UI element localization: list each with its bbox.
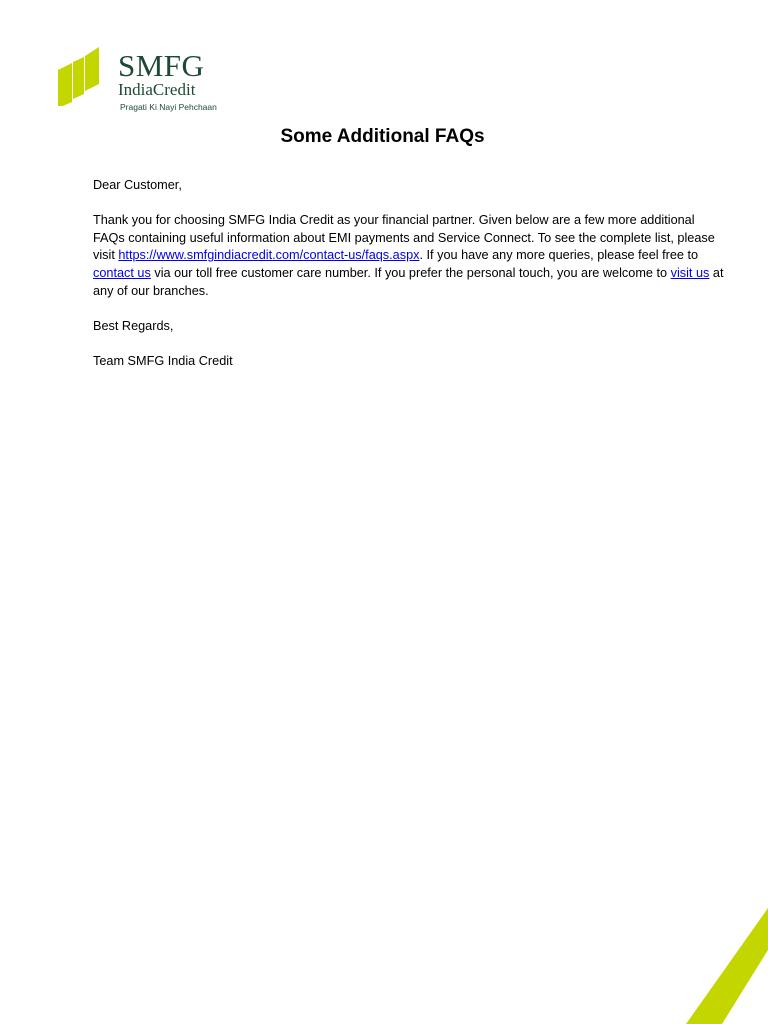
visit-us-link[interactable]: visit us	[670, 265, 710, 280]
faq-link[interactable]: https://www.smfgindiacredit.com/contact-us/faqs.aspx	[118, 248, 420, 263]
page-title: Some Additional FAQs	[280, 126, 485, 147]
intro-text-3: via our toll free customer care number. If you prefer the personal touch, you are welcome to	[150, 265, 671, 280]
signature: Team SMFG India Credit	[93, 353, 233, 368]
brand-name: SMFG	[118, 48, 205, 83]
intro-text-2: . If you have any more queries, please feel free to	[419, 248, 699, 263]
intro-text-4: at any of our branches.	[93, 265, 724, 298]
greeting: Dear Customer,	[93, 178, 182, 192]
logo-mark-icon	[58, 44, 102, 106]
contact-us-link[interactable]: contact us	[93, 265, 151, 280]
closing: Best Regards,	[93, 318, 174, 333]
brand-tagline: Pragati Ki Nayi Pehchaan	[120, 102, 217, 112]
company-logo	[58, 44, 228, 114]
corner-accent-icon	[686, 908, 768, 1024]
intro-text-1: Thank you for choosing SMFG India Credit as your financial partner. Given below are a few more additional FAQs containing useful information about EMI payments and Service Connect. To see the complete list, please visit	[93, 213, 715, 263]
letter-body	[93, 177, 725, 388]
brand-subname: IndiaCredit	[118, 80, 196, 99]
intro-paragraph	[93, 212, 725, 300]
